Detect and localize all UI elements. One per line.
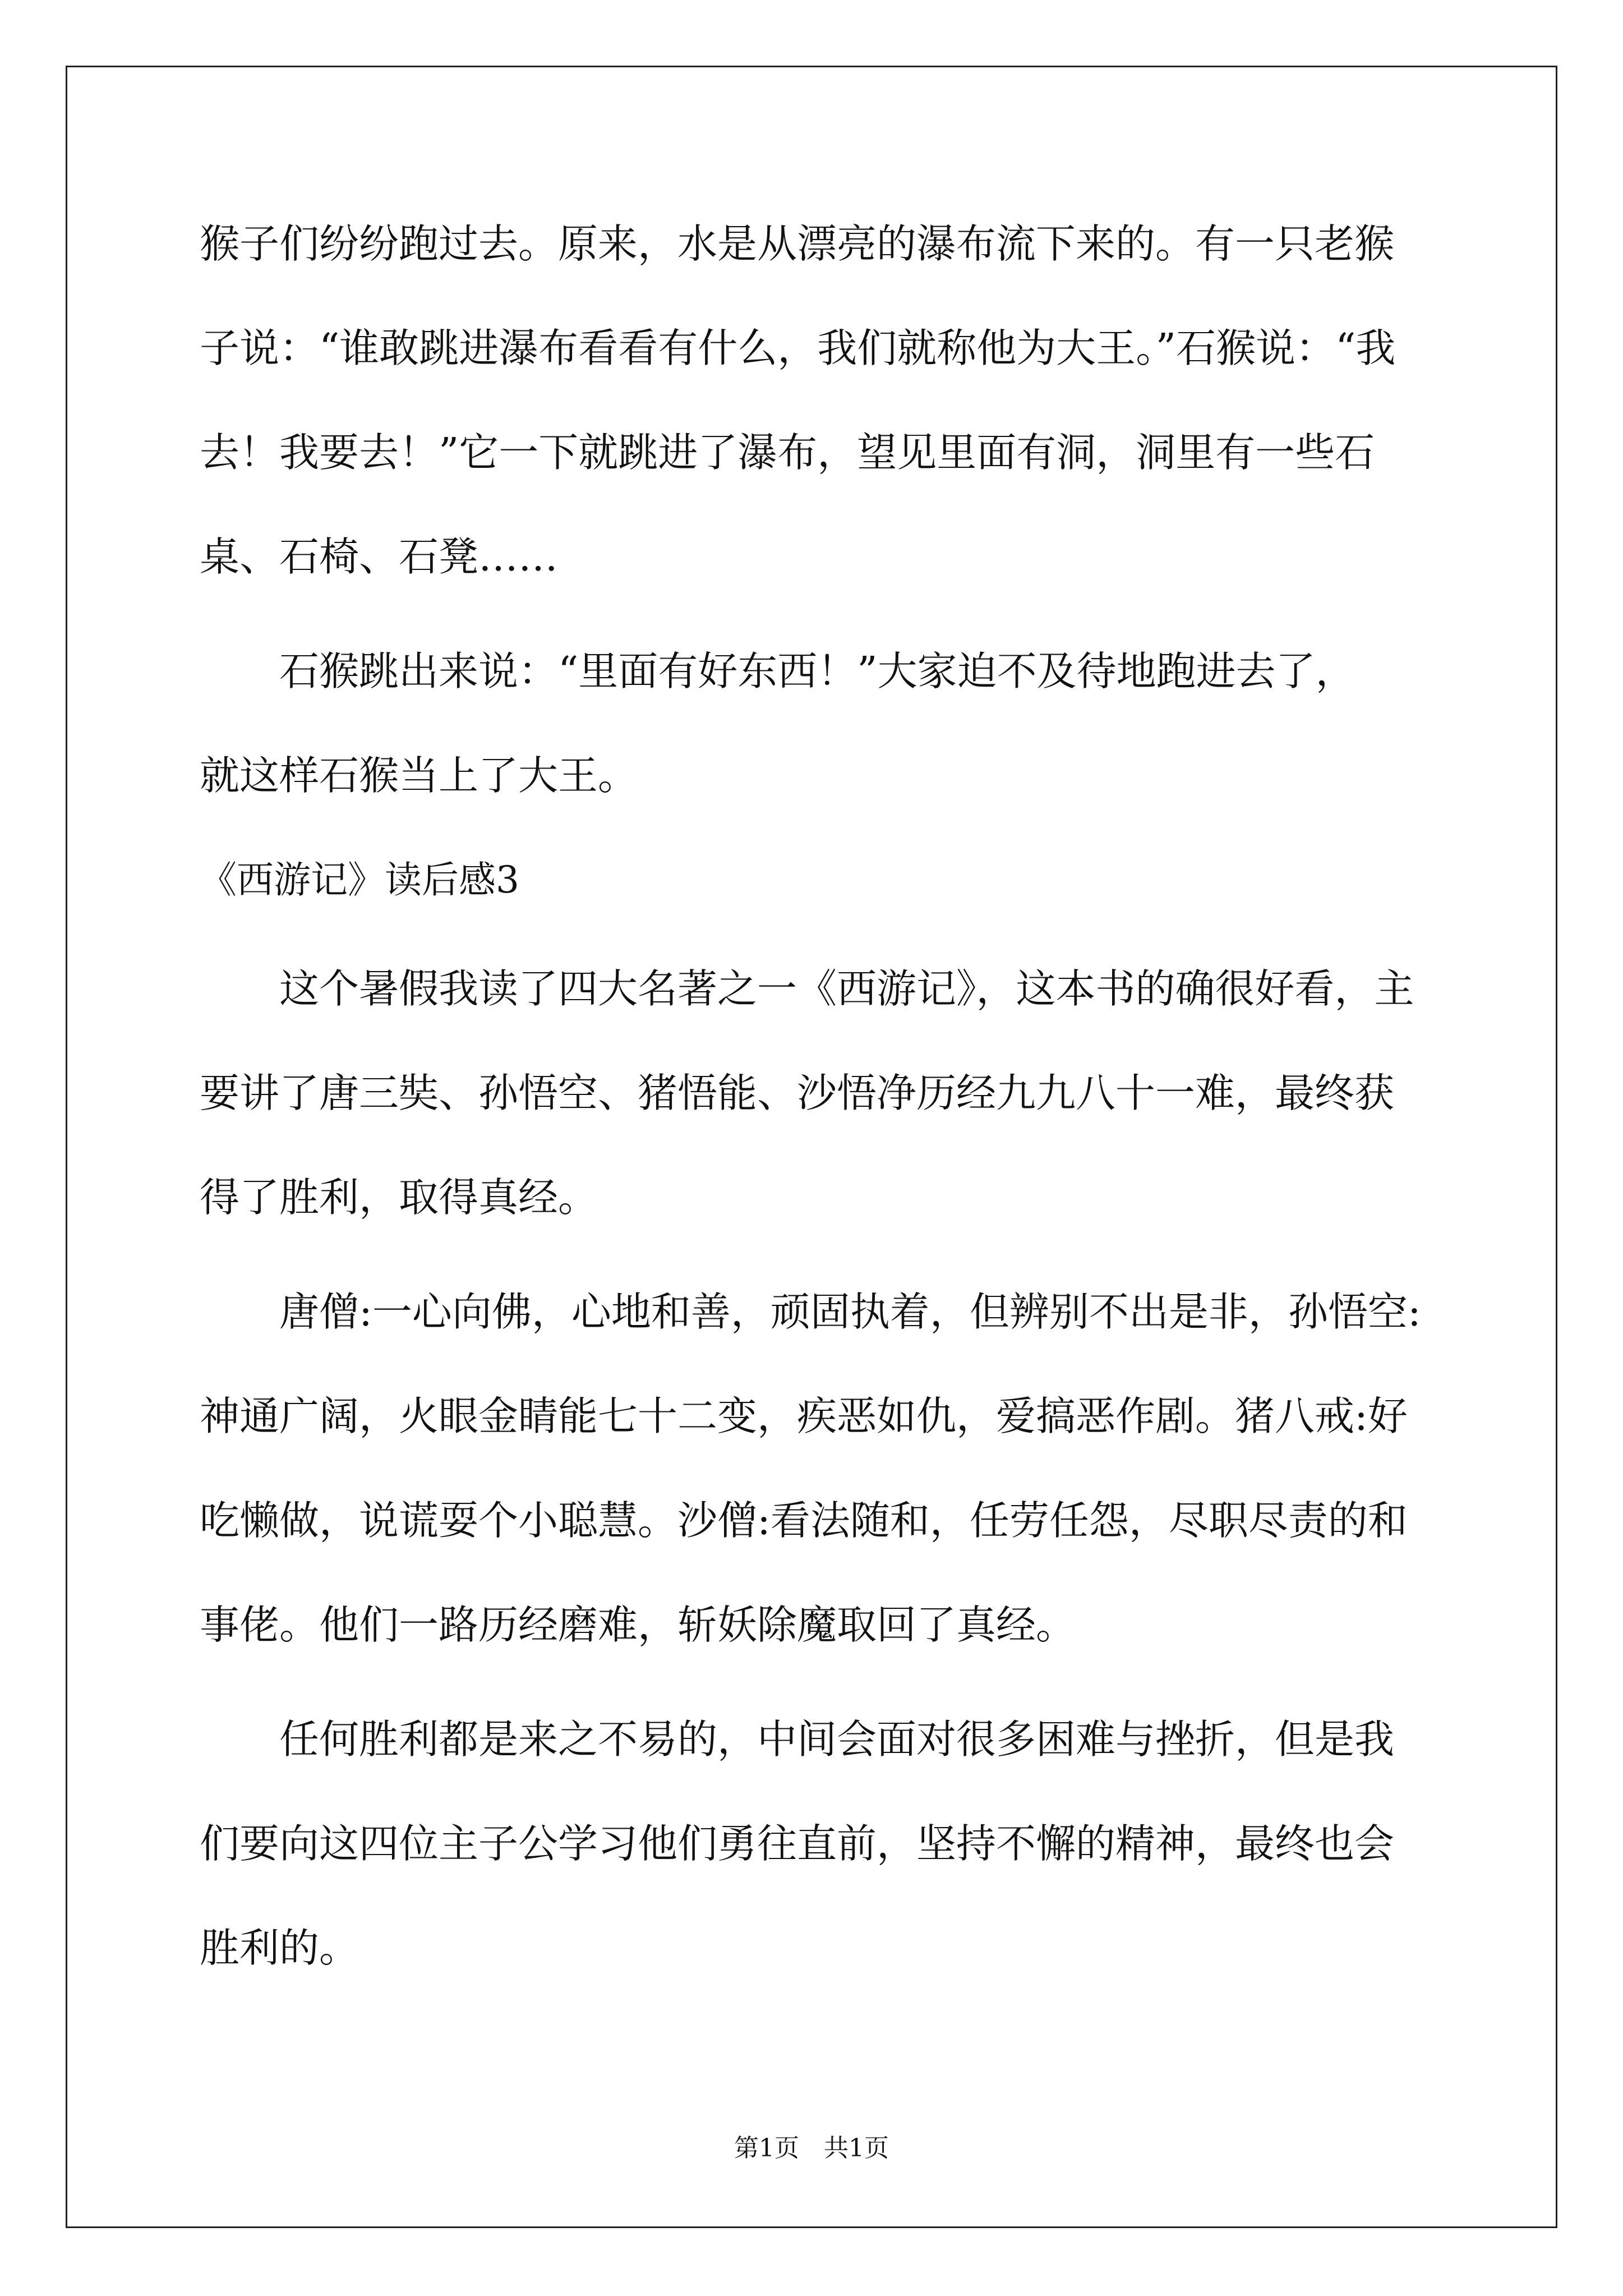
body-line: 要讲了唐三奘、孙悟空、猪悟能、沙悟净历经九九八十一难，最终获 [200, 1070, 1395, 1116]
body-line: 唐僧:一心向佛，心地和善，顽固执着，但辨别不出是非，孙悟空: [200, 1289, 1421, 1335]
page-border [66, 66, 1557, 2228]
body-line: 桌、石椅、石凳…… [200, 533, 559, 580]
body-line: 子说：“谁敢跳进瀑布看看有什么，我们就称他为大王。”石猴说：“我 [200, 325, 1396, 371]
body-line: 石猴跳出来说：“里面有好东西！”大家迫不及待地跑进去了， [200, 648, 1355, 694]
body-line: 任何胜利都是来之不易的，中间会面对很多困难与挫折，但是我 [200, 1716, 1395, 1763]
body-line: 猴子们纷纷跑过去。原来，水是从漂亮的瀑布流下来的。有一只老猴 [200, 220, 1395, 267]
body-line: 们要向这四位主子公学习他们勇往直前，坚持不懈的精神，最终也会 [200, 1820, 1395, 1867]
section-heading: 《西游记》读后感3 [200, 858, 519, 901]
body-line: 神通广阔，火眼金睛能七十二变，疾恶如仇，爱搞恶作剧。猪八戒:好 [200, 1393, 1408, 1439]
body-line: 这个暑假我读了四大名著之一《西游记》，这本书的确很好看，主 [200, 965, 1414, 1012]
body-line: 事佬。他们一路历经磨难，斩妖除魔取回了真经。 [200, 1602, 1076, 1648]
body-line: 就这样石猴当上了大王。 [200, 752, 638, 799]
body-line: 吃懒做，说谎耍个小聪慧。沙僧:看法随和，任劳任怨，尽职尽责的和 [200, 1497, 1408, 1544]
body-line: 去！我要去！”它一下就跳进了瀑布，望见里面有洞，洞里有一些石 [200, 429, 1375, 476]
page-footer: 第1页 共1页 [734, 2134, 889, 2162]
body-line: 得了胜利，取得真经。 [200, 1174, 598, 1221]
body-line: 胜利的。 [200, 1925, 359, 1971]
